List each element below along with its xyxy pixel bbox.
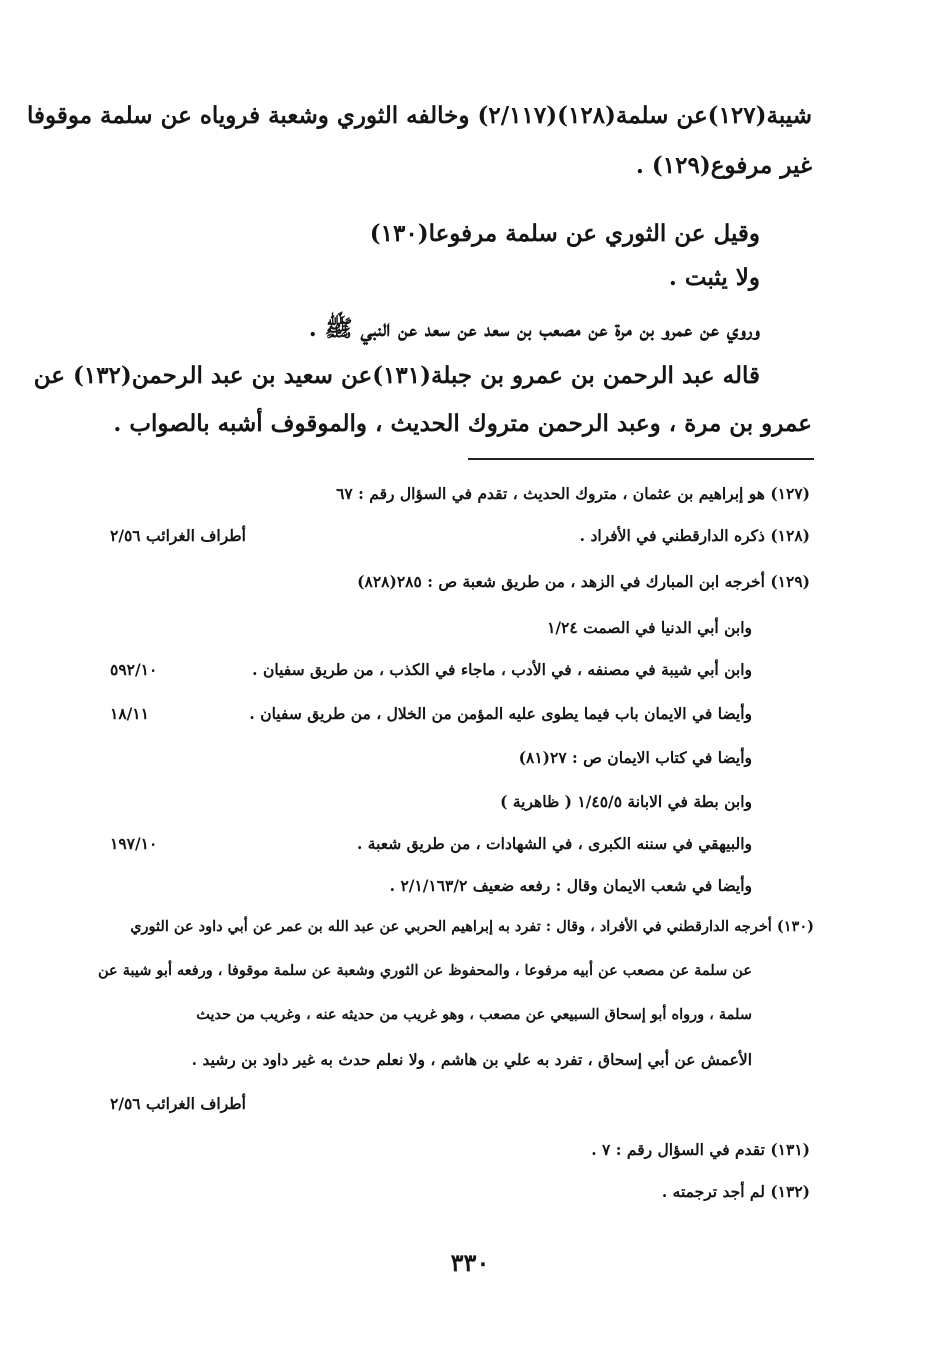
footnote-129-line-8: وأيضا في شعب الايمان وقال : رفعه ضعيف ٢/١/١٦٣/٢ .	[389, 876, 752, 895]
main-line-7: عمرو بن مرة ، وعبد الرحمن متروك الحديث ، والموقوف أشبه بالصواب .	[113, 410, 812, 437]
footnote-129-line-3: وابن أبي شيبة في مصنفه ، في الأدب ، ماجاء في الكذب ، من طريق سفيان .	[252, 660, 752, 679]
footnote-128: (١٢٨) ذكره الدارقطني في الأفراد .	[579, 526, 810, 545]
main-line-3: وقيل عن الثوري عن سلمة مرفوعا(١٣٠)	[369, 220, 760, 247]
main-line-6: قاله عبد الرحمن بن عمرو بن جبلة(١٣١)عن سعيد بن عبد الرحمن(١٣٢) عن	[33, 362, 760, 389]
footnote-129-line-2: وابن أبي الدنيا في الصمت ١/٢٤	[547, 618, 752, 637]
footnote-129-line-3-ref: ٥٩٢/١٠	[110, 660, 158, 679]
footnote-130-ref: أطراف الغرائب ٢/٥٦	[110, 1094, 246, 1113]
footnote-130: (١٣٠) أخرجه الدارقطني في الأفراد ، وقال : تفرد به إبراهيم الحربي عن عبد الله بن عمر عن أبي داود عن الثوري	[130, 918, 814, 935]
main-line-1: شيبة(١٢٧)عن سلمة(١٢٨)(٢/١١٧) وخالفه الثوري وشعبة فروياه عن سلمة موقوفا	[26, 102, 812, 129]
main-line-4: ولا يثبت .	[668, 264, 760, 291]
footnote-132: (١٣٢) لم أجد ترجمته .	[661, 1182, 810, 1201]
footnote-128-ref: أطراف الغرائب ٢/٥٦	[110, 526, 246, 545]
footnote-129-line-7: والبيهقي في سننه الكبرى ، في الشهادات ، من طريق شعبة .	[356, 834, 752, 853]
footnote-129: (١٢٩) أخرجه ابن المبارك في الزهد ، من طريق شعبة ص : ٢٨٥(٨٢٨)	[357, 572, 810, 591]
footnote-127: (١٢٧) هو إبراهيم بن عثمان ، متروك الحديث ، تقدم في السؤال رقم : ٦٧	[336, 484, 810, 503]
footnote-129-line-7-ref: ١٩٧/١٠	[110, 834, 158, 853]
footnote-129-line-5: وأيضا في كتاب الايمان ص : ٢٧(٨١)	[518, 748, 752, 767]
footnote-130-line-2: عن سلمة عن مصعب عن أبيه مرفوعا ، والمحفوظ عن الثوري وشعبة عن سلمة موقوفا ، ورفعه أبو شيبة عن	[97, 962, 752, 979]
footnote-129-line-4-ref: ١٨/١١	[110, 704, 149, 723]
main-line-5: وروي عن عمرو بن مرة عن مصعب بن سعد عن سعد عن النبي ﷺ .	[308, 315, 760, 342]
footnote-131: (١٣١) تقدم في السؤال رقم : ٧ .	[591, 1140, 810, 1159]
footnote-130-line-4: الأعمش عن أبي إسحاق ، تفرد به علي بن هاشم ، ولا نعلم حدث به غير داود بن رشيد .	[191, 1050, 752, 1069]
page-number: ٣٣٠	[450, 1248, 490, 1277]
main-line-2: غير مرفوع(١٢٩) .	[635, 152, 812, 179]
footnote-130-line-3: سلمة ، ورواه أبو إسحاق السبيعي عن مصعب ، وهو غريب من حديثه عنه ، وغريب من حديث	[196, 1006, 752, 1023]
footnote-separator	[468, 458, 814, 460]
footnote-129-line-4: وأيضا في الايمان باب فيما يطوى عليه المؤمن من الخلال ، من طريق سفيان .	[249, 704, 752, 723]
footnote-129-line-6: وابن بطة في الابانة ١/٤٥/٥ ( ظاهرية )	[500, 792, 752, 811]
